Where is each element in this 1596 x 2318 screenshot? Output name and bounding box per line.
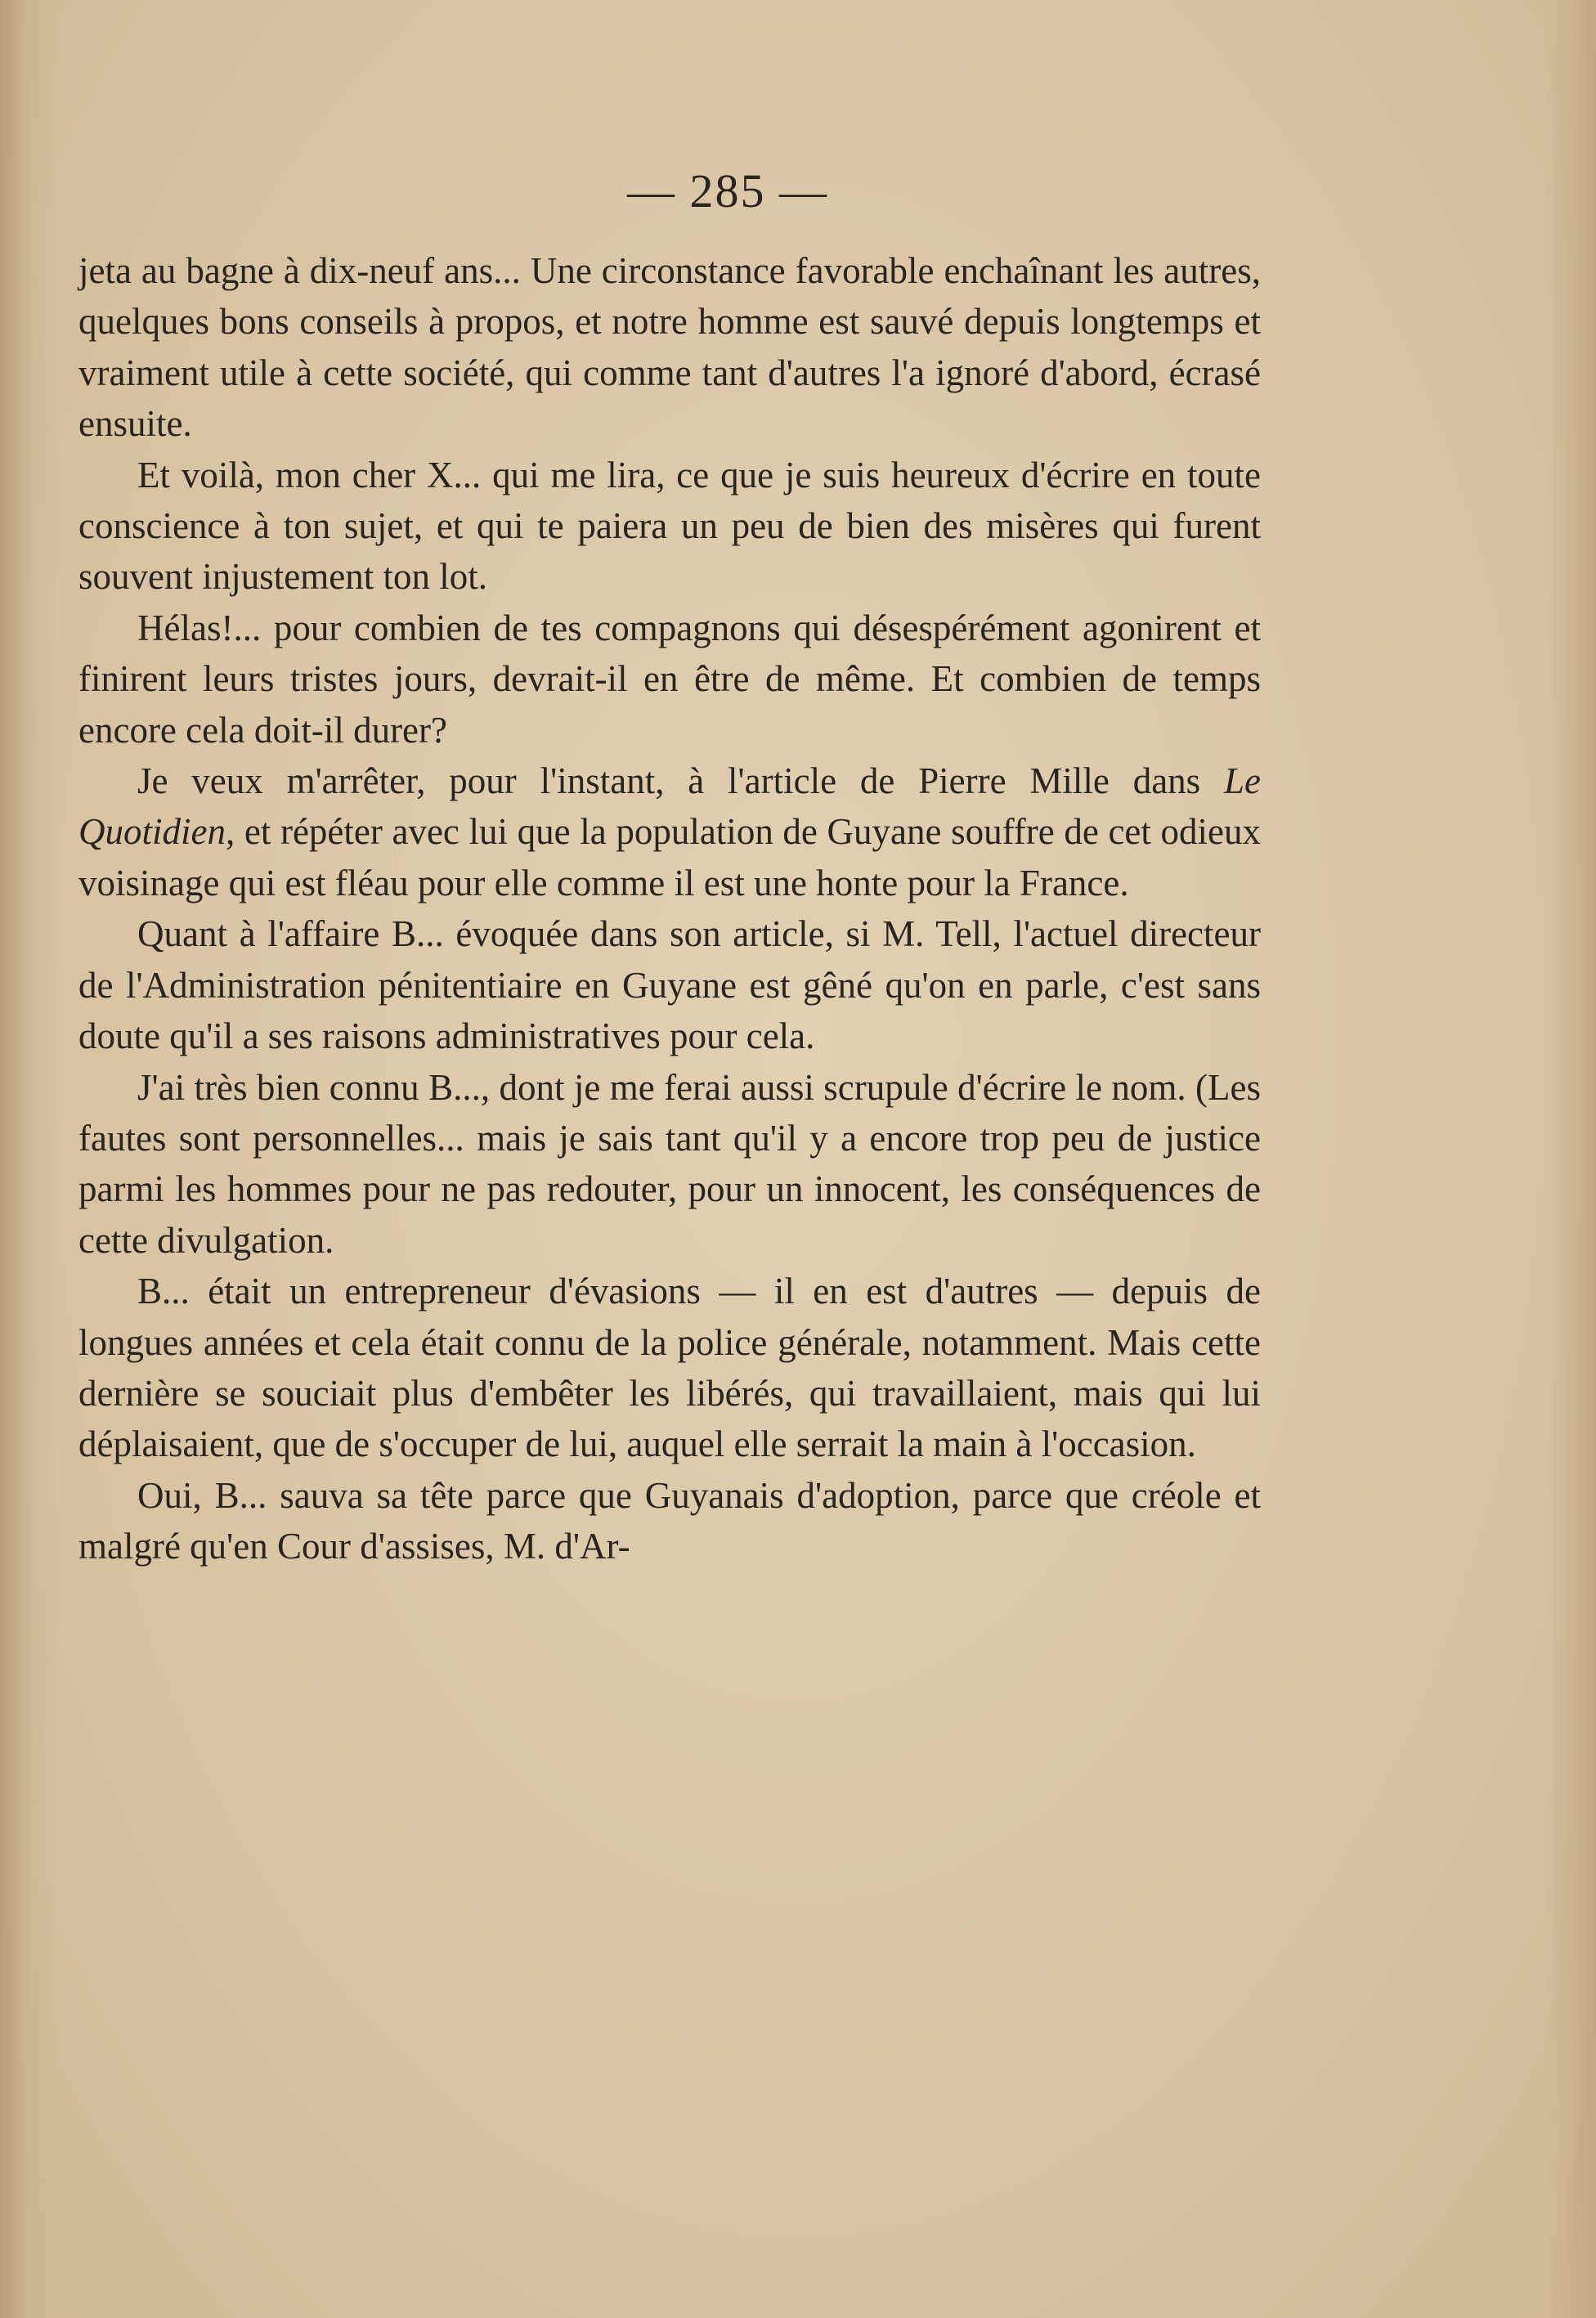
paragraph-4-after: , et répéter avec lui que la population de Guyane souffre de cet odieux voisinage qui est fléau pour elle comme il est une honte pour la France. [78,811,1261,903]
paragraph-4 [78,755,1261,908]
body-text [78,245,1261,1572]
paragraph-4-before: Je veux m'arrêter, pour l'instant, à l'article de Pierre Mille dans [137,760,1224,802]
page-number: — 285 — [627,164,828,217]
paragraph-5: Quant à l'affaire B... évoquée dans son article, si M. Tell, l'actuel directeur de l'Administration pénitentiaire en Guyane est gêné qu'on en parle, c'est sans doute qu'il a ses raisons administratives pour cela. [78,913,1261,1057]
paragraph-8: Oui, B... sauva sa tête parce que Guyanais d'adoption, parce que créole et malgré qu'en Cour d'assises, M. d'Ar- [78,1474,1261,1567]
paragraph-6: J'ai très bien connu B..., dont je me ferai aussi scrupule d'écrire le nom. (Les fautes sont personnelles... mais je sais tant qu'il y a encore trop peu de justice parmi les hommes pour ne pas redouter, pour un innocent, les conséquences de cette divulgation. [78,1066,1261,1261]
page-edge-shadow-right [1547,0,1596,2318]
paragraph-3: Hélas!... pour combien de tes compagnons qui désespérément agonirent et finirent leurs tristes jours, devrait-il en être de même. Et combien de temps encore cela doit-il durer? [78,607,1261,751]
newspaper-title: Le Quotidien [78,760,1261,853]
paragraph-7: B... était un entrepreneur d'évasions — il en est d'autres — depuis de longues années et cela était connu de la police générale, notamment. Mais cette dernière se souciait plus d'embêter les libérés, qui travaillaient, mais qui lui déplaisaient, que de s'occuper de lui, auquel elle serrait la main à l'occasion. [78,1271,1261,1465]
paragraph-2: Et voilà, mon cher X... qui me lira, ce que je suis heureux d'écrire en toute conscience à ton sujet, et qui te paiera un peu de bien des misères qui furent souvent injustement ton lot. [78,454,1261,598]
page-edge-shadow-left [0,0,57,2318]
paragraph-1: jeta au bagne à dix-neuf ans... Une circonstance favorable enchaînant les autres, quelques bons conseils à propos, et notre homme est sauvé depuis longtemps et vraiment utile à cette société, qui comme tant d'autres l'a ignoré d'abord, écrasé ensuite. [78,250,1261,445]
